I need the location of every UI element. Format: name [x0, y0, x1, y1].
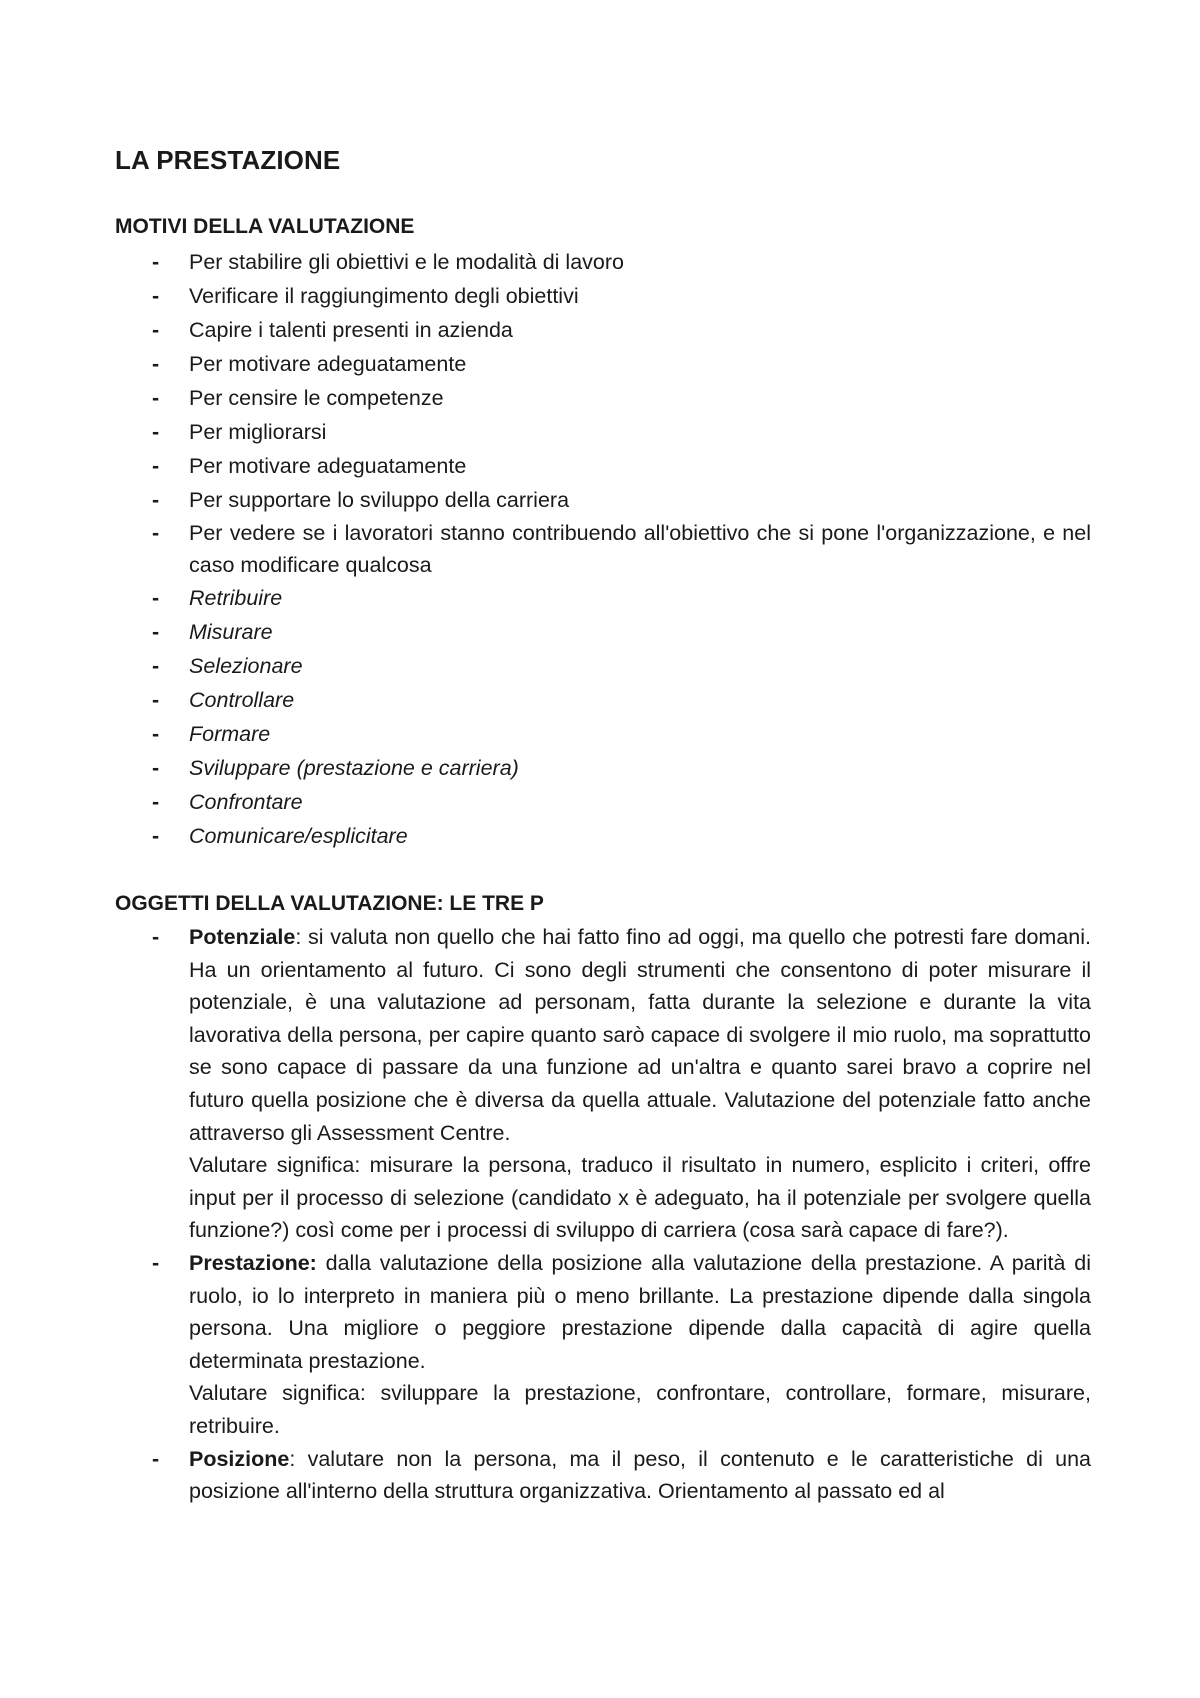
prestazione-paragraph — [189, 1247, 1091, 1377]
list-item-posizione — [115, 1443, 1091, 1508]
list-item: - Per motivare adeguatamente — [115, 347, 1091, 381]
dash-bullet: - — [152, 756, 160, 780]
posizione-paragraph — [189, 1443, 1091, 1508]
list-item: - Per migliorarsi — [115, 415, 1091, 449]
dash-bullet: - — [152, 318, 160, 342]
list-item: - Formare — [115, 717, 1091, 751]
dash-bullet: - — [152, 1446, 160, 1471]
dash-bullet: - — [152, 688, 160, 712]
dash-bullet: - — [152, 454, 160, 478]
dash-bullet: - — [152, 824, 160, 848]
list-item: - Misurare — [115, 615, 1091, 649]
potenziale-extra: Valutare significa: misurare la persona, traduco il risultato in numero, esplicito i criteri, offre input per il processo di selezione (candidato x è adeguato, ha il potenziale per svolgere quella funzione?) così come per i processi di sviluppo di carriera (cosa sarà capace di fare?). — [189, 1153, 1091, 1243]
list-item: - Per stabilire gli obiettivi e le modalità di lavoro — [115, 245, 1091, 279]
list-item: - Capire i talenti presenti in azienda — [115, 313, 1091, 347]
term-potenziale: Potenziale — [189, 925, 296, 949]
posizione-text: : valutare non la persona, ma il peso, il contenuto e le caratteristiche di una posizione all'interno della struttura organizzativa. Orientamento al passato ed al — [189, 1446, 1091, 1504]
prestazione-text: dalla valutazione della posizione alla valutazione della prestazione. A parità di ruolo, io lo interpreto in maniera più o meno brillante. La prestazione dipende dalla singola persona. Una migliore o peggiore prestazione dipende dalla capacità di agire quella determinata prestazione. — [189, 1250, 1091, 1373]
dash-bullet: - — [152, 620, 160, 644]
list-item: - Comunicare/esplicitare — [115, 819, 1091, 853]
dash-bullet: - — [152, 925, 160, 949]
dash-bullet: - — [152, 521, 160, 545]
list-item: - Controllare — [115, 683, 1091, 717]
list-item: - Per censire le competenze — [115, 381, 1091, 415]
list-item: - Confrontare — [115, 785, 1091, 819]
dash-bullet: - — [152, 420, 160, 444]
dash-bullet: - — [152, 284, 160, 308]
oggetti-list — [115, 921, 1091, 1508]
dash-bullet: - — [152, 586, 160, 610]
list-item: - Retribuire — [115, 581, 1091, 615]
dash-bullet: - — [152, 352, 160, 376]
potenziale-paragraph — [189, 921, 1091, 1149]
list-item-potenziale — [115, 921, 1091, 1247]
term-posizione: Posizione — [189, 1446, 290, 1471]
section-heading-oggetti: OGGETTI DELLA VALUTAZIONE: LE TRE P — [115, 892, 544, 915]
prestazione-extra: Valutare significa: sviluppare la prestazione, confrontare, controllare, formare, misurare, retribuire. — [189, 1381, 1091, 1438]
list-item: - Per supportare lo sviluppo della carriera — [115, 483, 1091, 517]
dash-bullet: - — [152, 386, 160, 410]
list-item: - Verificare il raggiungimento degli obiettivi — [115, 279, 1091, 313]
list-item: - Sviluppare (prestazione e carriera) — [115, 751, 1091, 785]
dash-bullet: - — [152, 722, 160, 746]
list-item: - Selezionare — [115, 649, 1091, 683]
list-item-prestazione — [115, 1247, 1091, 1443]
dash-bullet: - — [152, 654, 160, 678]
dash-bullet: - — [152, 488, 160, 512]
potenziale-text: : si valuta non quello che hai fatto fino ad oggi, ma quello che potresti fare domani. Ha un orientamento al futuro. Ci sono degli strumenti che consentono di poter misurare il potenziale, è una valutazione ad personam, fatta durante la selezione e durante la vita lavorativa della persona, per capire quanto sarò capace di svolgere il mio ruolo, ma soprattutto se sono capace di passare da una funzione ad un'altra e quanto sarei bravo a coprire nel futuro quella posizione che è diversa da quella attuale. Valutazione del potenziale fatto anche attraverso gli Assessment Centre. — [189, 925, 1091, 1145]
motivi-list — [115, 245, 1091, 853]
list-item: - Per vedere se i lavoratori stanno contribuendo all'obiettivo che si pone l'organizzazione, e nel caso modificare qualcosa — [115, 517, 1091, 581]
dash-bullet: - — [152, 250, 160, 274]
dash-bullet: - — [152, 790, 160, 814]
dash-bullet: - — [152, 1250, 160, 1275]
list-item: - Per motivare adeguatamente — [115, 449, 1091, 483]
document-title: LA PRESTAZIONE — [115, 145, 341, 175]
term-prestazione: Prestazione: — [189, 1250, 317, 1275]
section-heading-motivi: MOTIVI DELLA VALUTAZIONE — [115, 215, 415, 238]
